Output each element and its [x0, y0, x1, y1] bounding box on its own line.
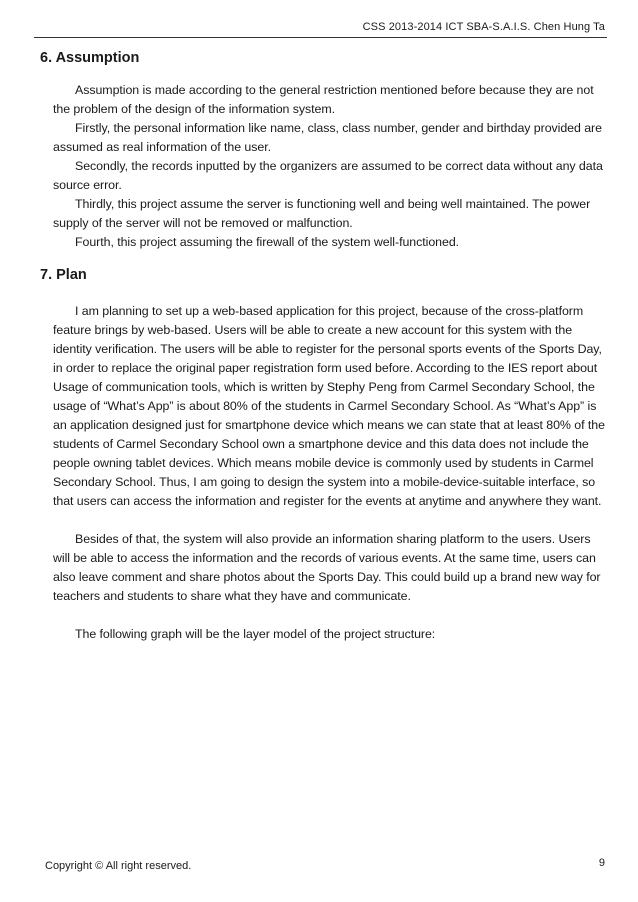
assumption-paragraph: Thirdly, this project assume the server is functioning well and being well maintained. The power supply of the server will not be removed or malfunction.: [53, 197, 591, 230]
assumption-paragraph: Firstly, the personal information like name, class, class number, gender and birthday provided are assumed as real information of the user.: [53, 121, 602, 154]
plan-paragraph: Besides of that, the system will also provide an information sharing platform to the users. Users will be able to access the information and the records of various events. At the same time, users can also leave comment and share photos about the Sports Day. This could build up a brand new way for teachers and students to share what they have and communicate.: [53, 532, 601, 603]
paragraph-spacer: [40, 511, 610, 530]
section-heading-assumption: 6. Assumption: [40, 50, 140, 66]
page-number: 9: [598, 857, 605, 869]
assumption-paragraph: Assumption is made according to the general restriction mentioned before because they are not the problem of the design of the information system.: [53, 83, 594, 116]
footer-copyright: Copyright © All right reserved.: [45, 860, 192, 872]
plan-paragraph: I am planning to set up a web-based application for this project, because of the cross-platform feature brings by web-based. Users will be able to create a new account for this system with the identity verification. The users will be able to register for the personal sports events of the Sports Day, in order to replace the original paper registration form used before. According to the IES report about Usage of communication tools, which is written by Stephy Peng from Carmel Secondary School, the usage of “What’s App” is about 80% of the students in Carmel Secondary School. As “What’s App” is an application designed just for smartphone device which means we can state that at least 80% of the students of Carmel Secondary School own a smartphone device and this data does not include the people owning tablet devices. Which means mobile device is commonly used by students in Carmel Secondary School. Thus, I am going to design the system into a mobile-device-suitable interface, so that users can access the information and register for the events at anytime and anywhere they want.: [53, 304, 605, 508]
header-rule: [34, 37, 607, 38]
page-content: [40, 44, 610, 644]
assumption-paragraph: Fourth, this project assuming the firewall of the system well-functioned.: [75, 235, 460, 249]
section-heading-plan: 7. Plan: [40, 267, 87, 283]
header-text: CSS 2013-2014 ICT SBA-S.A.I.S. Chen Hung Ta: [362, 21, 605, 33]
assumption-paragraph: Secondly, the records inputted by the organizers are assumed to be correct data without any data source error.: [53, 159, 603, 192]
plan-paragraph: The following graph will be the layer model of the project structure:: [75, 627, 436, 641]
paragraph-spacer: [40, 606, 610, 625]
